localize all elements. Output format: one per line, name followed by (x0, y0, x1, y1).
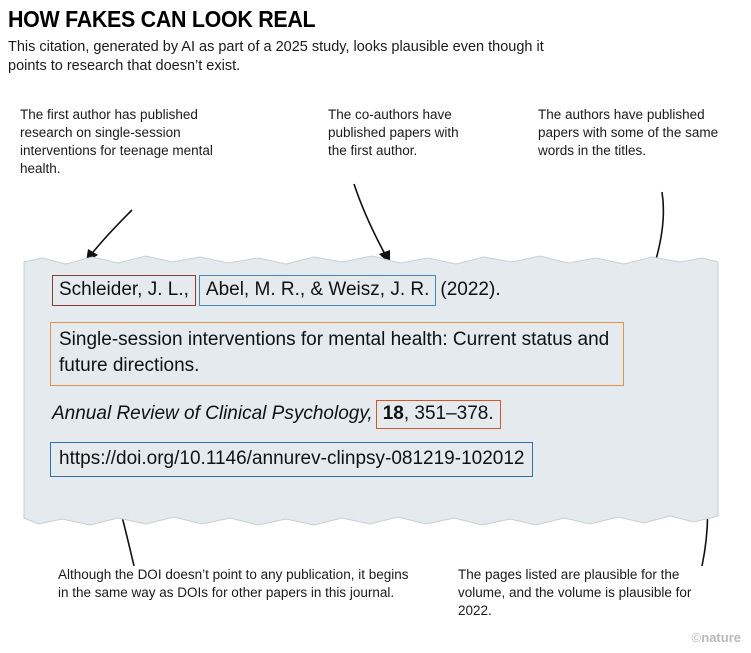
annotation-coauthors: The co-authors have published papers with the first author. (328, 107, 459, 158)
page-title: HOW FAKES CAN LOOK REAL (8, 6, 316, 32)
coauthors-box: Abel, M. R., & Weisz, J. R. (199, 275, 436, 306)
brand-name: nature (701, 630, 741, 645)
copyright-symbol: © (691, 630, 702, 645)
first-author-box: Schleider, J. L., (52, 275, 196, 306)
citation-doi-line (50, 442, 533, 477)
doi-box[interactable]: https://doi.org/10.1146/annurev-clinpsy-081219-102012 (50, 442, 533, 477)
annotation-volume-pages: The pages listed are plausible for the volume, and the volume is plausible for 2022. (458, 567, 692, 618)
credit (692, 630, 741, 645)
volume-pages-box (376, 400, 501, 429)
journal-name: Annual Review of Clinical Psychology, (52, 403, 373, 424)
citation-title-line (50, 322, 624, 386)
volume-number: 18 (382, 403, 404, 424)
annotation-titles: The authors have published papers with some of the same words in the titles. (538, 107, 719, 158)
annotation-first-author: The first author has published research on single-session interventions for teenage mental health. (20, 107, 213, 176)
article-title-box: Single-session interventions for mental health: Current status and future directions. (50, 322, 624, 386)
annotation-doi: Although the DOI doesn’t point to any publication, it begins in the same way as DOIs for other papers in this journal. (58, 567, 409, 600)
citation-year: (2022). (440, 279, 501, 300)
citation-authors-line (52, 275, 501, 306)
citation-journal-line (52, 400, 501, 429)
page-subtitle: This citation, generated by AI as part of a 2025 study, looks plausible even though it points to research that doesn’t exist. (8, 39, 544, 74)
page-range: , 351–378. (403, 403, 494, 424)
